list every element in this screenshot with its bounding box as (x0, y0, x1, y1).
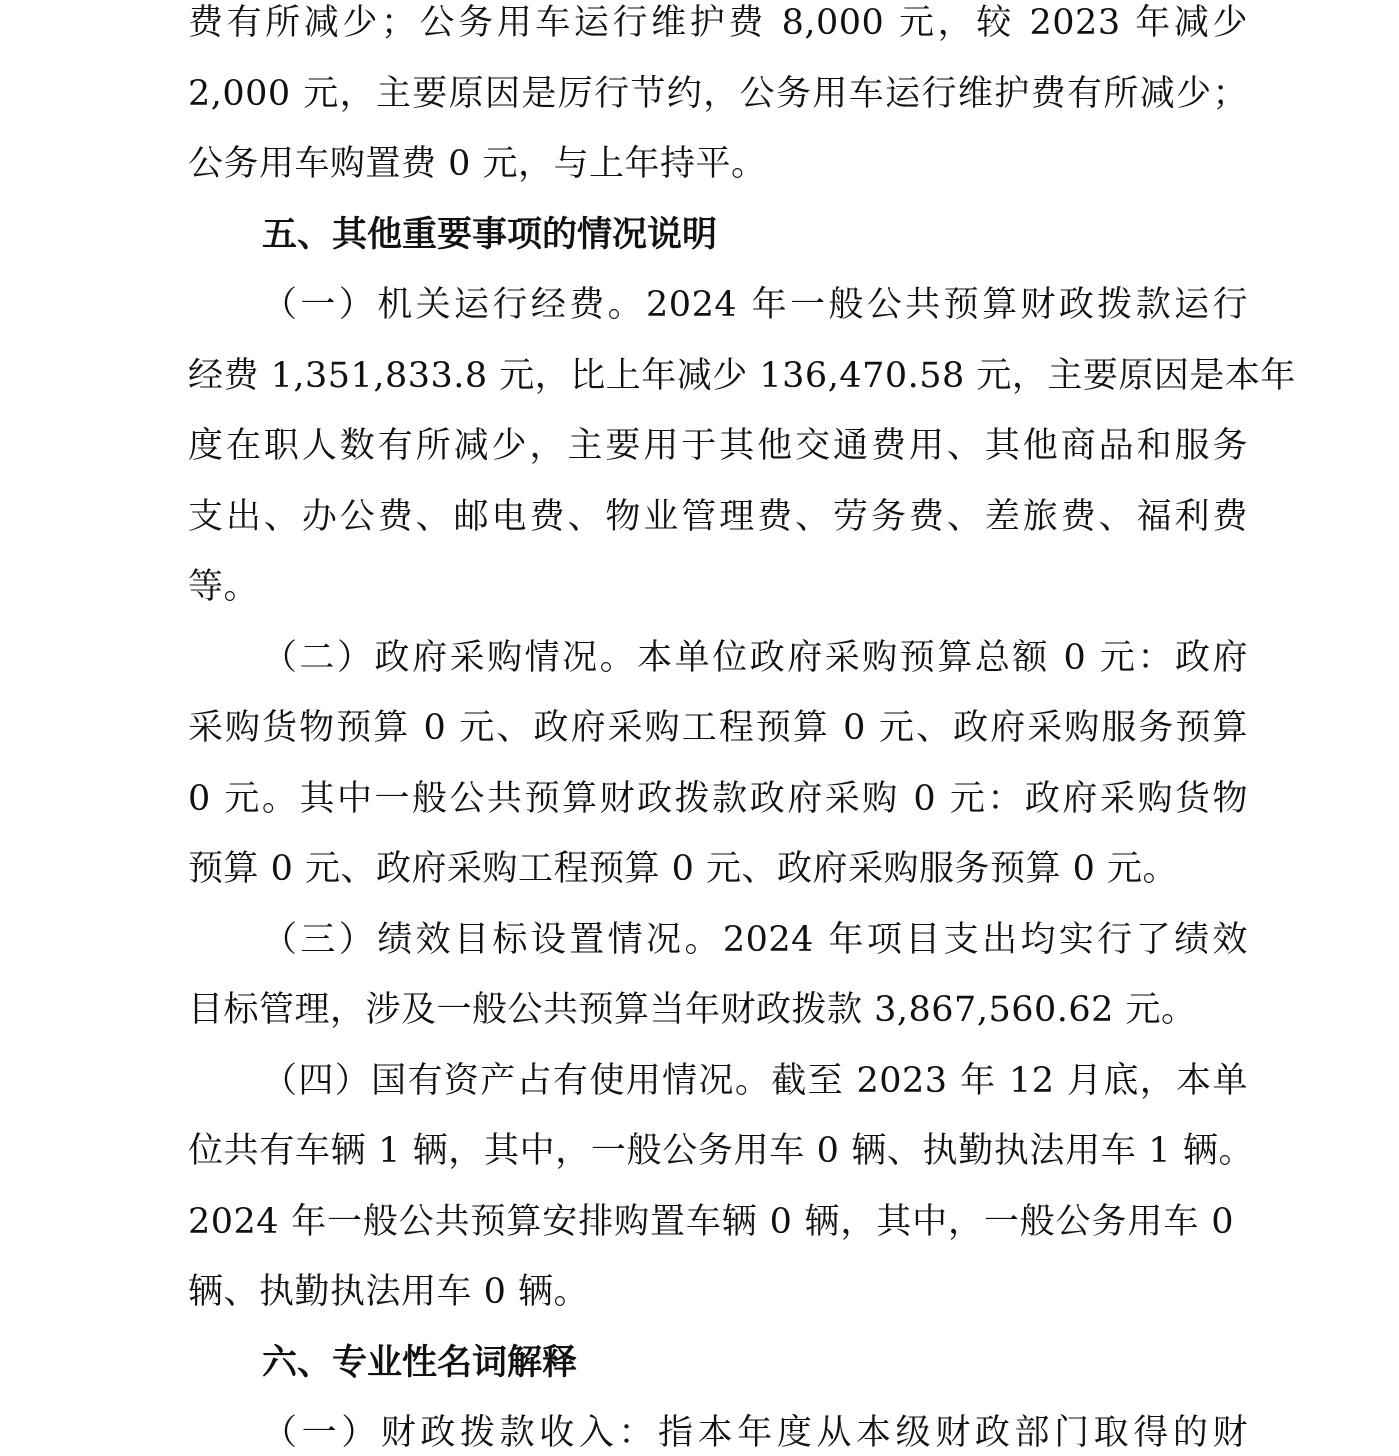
text-line: 位共有车辆 1 辆，其中，一般公务用车 0 辆、执勤执法用车 1 辆。 (188, 1131, 1254, 1171)
text-line: 等。 (188, 567, 260, 607)
section-heading-five: 五、其他重要事项的情况说明 (262, 215, 718, 255)
text-line: 预算 0 元、政府采购工程预算 0 元、政府采购服务预算 0 元。 (188, 849, 1179, 889)
section-heading-six: 六、专业性名词解释 (262, 1343, 578, 1383)
text-line: 采购货物预算 0 元、政府采购工程预算 0 元、政府采购服务预算 (188, 708, 1248, 748)
text-line: 费有所减少；公务用车运行维护费 8,000 元，较 2023 年减少 (188, 3, 1248, 43)
text-line: 2,000 元，主要原因是厉行节约，公务用车运行维护费有所减少； (188, 74, 1248, 114)
text-line: 经费 1,351,833.8 元，比上年减少 136,470.58 元，主要原因是本年 (188, 356, 1296, 396)
text-line: 辆、执勤执法用车 0 辆。 (188, 1272, 590, 1312)
paragraph-first-line: （一）机关运行经费。2024 年一般公共预算财政拨款运行 (262, 285, 1248, 325)
text-line: 支出、办公费、邮电费、物业管理费、劳务费、差旅费、福利费 (188, 497, 1248, 537)
paragraph-first-line: （二）政府采购情况。本单位政府采购预算总额 0 元：政府 (262, 638, 1248, 678)
paragraph-first-line: （四）国有资产占有使用情况。截至 2023 年 12 月底，本单 (262, 1061, 1248, 1101)
text-line: 0 元。其中一般公共预算财政拨款政府采购 0 元：政府采购货物 (188, 779, 1248, 819)
text-line: 公务用车购置费 0 元，与上年持平。 (188, 144, 767, 184)
text-line: 度在职人数有所减少，主要用于其他交通费用、其他商品和服务 (188, 426, 1248, 466)
paragraph-first-line: （一）财政拨款收入：指本年度从本级财政部门取得的财 (262, 1413, 1248, 1453)
text-line: 2024 年一般公共预算安排购置车辆 0 辆，其中，一般公务用车 0 (188, 1202, 1234, 1242)
text-line: 目标管理，涉及一般公共预算当年财政拨款 3,867,560.62 元。 (188, 990, 1197, 1030)
paragraph-first-line: （三）绩效目标设置情况。2024 年项目支出均实行了绩效 (262, 920, 1248, 960)
